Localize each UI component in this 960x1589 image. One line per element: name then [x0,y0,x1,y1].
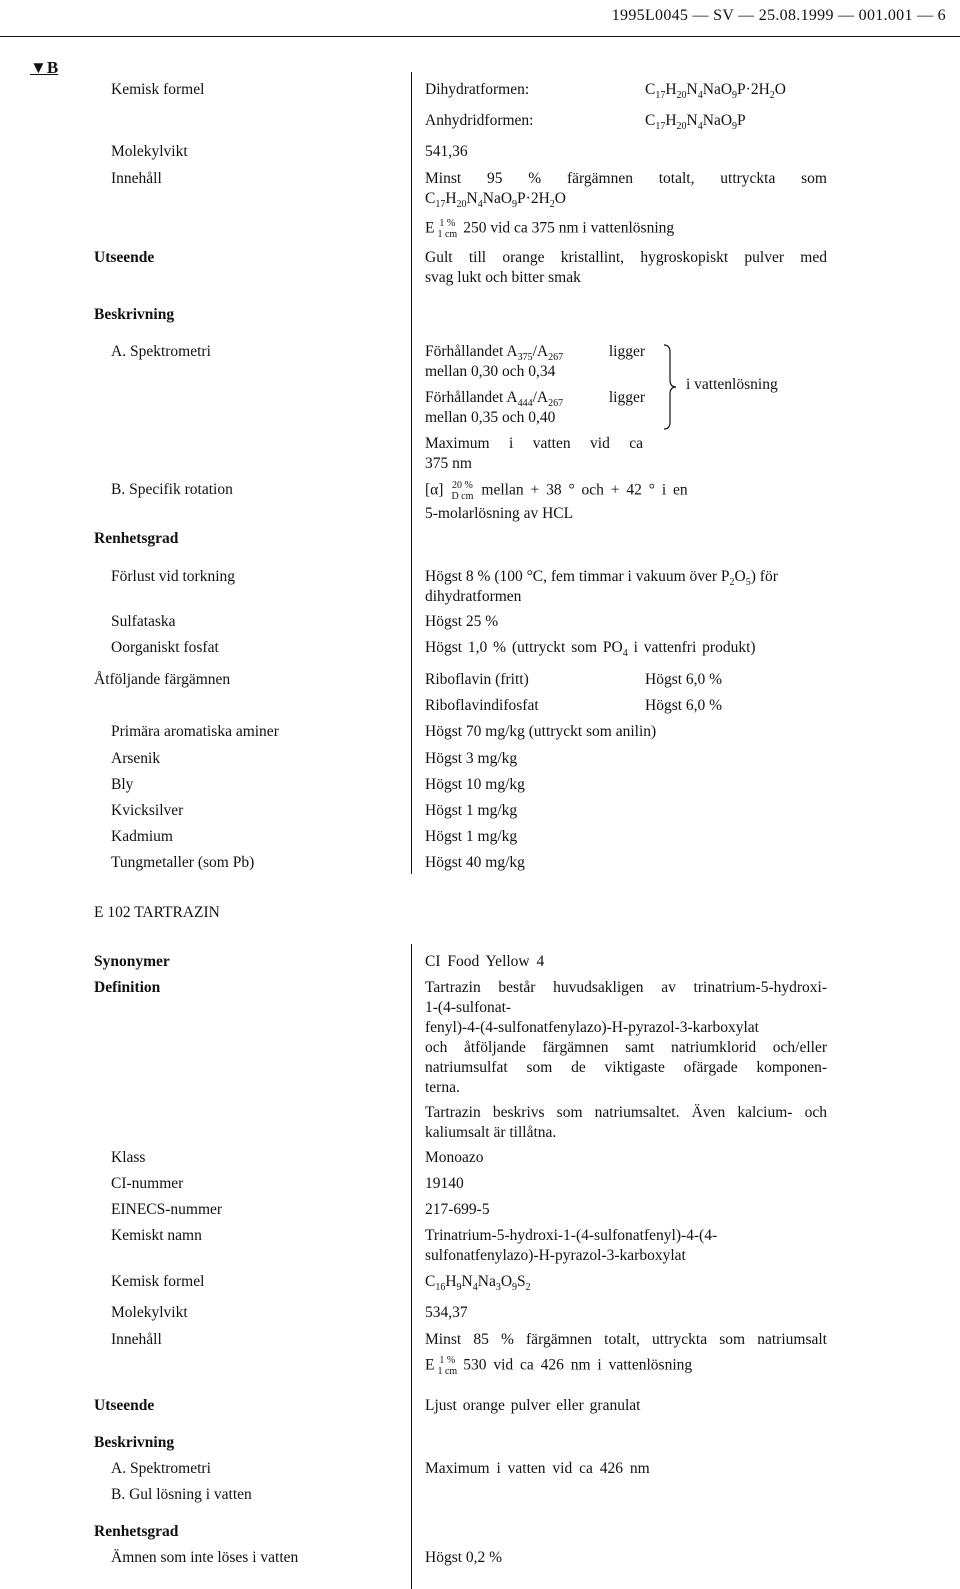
value-spektrometri: Maximum i vatten vid ca 426 nm [425,1460,650,1477]
formula-part: C [645,81,656,98]
value-forlust-line1 [425,567,778,587]
formula-subscript: 4 [472,1282,478,1293]
ratio-444-line2: mellan 0,35 och 0,40 [425,409,556,426]
label-specifik-rotation: B. Specifik rotation [111,481,233,498]
formula-part: C [645,112,656,129]
value-riboflavindifosfat: Högst 6,0 % [645,697,723,714]
section-title: E 102 TARTRAZIN [94,904,220,921]
formula-dihydrat [645,80,786,100]
label-molekylvikt: Molekylvikt [111,1304,188,1321]
formula-part: C [425,1273,436,1290]
value-kvicksilver: Högst 1 mg/kg [425,802,518,819]
maximum-line1: Maximum i vatten vid ca [425,435,643,452]
value-forlust-line2: dihydratformen [425,588,522,605]
forlust-text: Högst 8 % (100 °C, fem timmar i vakuum över P [425,568,730,585]
fosfat-sub: 4 [622,648,628,659]
fraction-bottom: 1 cm [437,1366,458,1377]
formula-part: P·2H [737,81,770,98]
value-molekylvikt: 534,37 [425,1304,468,1321]
formula-subscript: 2 [549,199,555,210]
label-anhydridformen: Anhydridformen: [425,112,534,129]
ratio-375-line1 [425,342,645,362]
value-oorganiskt-fosfat [425,638,756,658]
ratio-444-line1 [425,388,645,408]
formula-part: N [461,1273,473,1290]
formula-part: P [737,112,746,129]
rotation-row [425,480,688,502]
extinction-letter: E [425,219,435,237]
value-utseende-line1: Gult till orange kristallint, hygroskopiskt pulver med [425,249,827,266]
label-klass: Klass [111,1149,146,1166]
ratio-text: /A [532,343,549,360]
extinction-row [425,218,674,240]
value-utseende: Ljust orange pulver eller granulat [425,1397,641,1414]
label-innehall: Innehåll [111,170,162,187]
rotation-line2: 5-molarlösning av HCL [425,505,574,522]
label-einecs: EINECS-nummer [111,1201,223,1218]
ratio-text: /A [532,389,549,406]
formula-subscript: 3 [495,1282,501,1293]
ratio-text: ligger [608,389,645,406]
label-utseende: Utseende [94,249,155,266]
definition-extra-line: kaliumsalt är tillåtna. [425,1124,557,1141]
formula-part: O [554,190,566,207]
formula-subscript: 4 [697,90,703,101]
formula-subscript: 20 [456,199,467,210]
extinction-text: 250 vid ca 375 nm i vattenlösning [463,219,675,237]
label-beskrivning: Beskrivning [94,1434,175,1451]
label-olosliga: Ämnen som inte löses i vatten [111,1549,299,1566]
column-divider [411,72,412,874]
value-ci-nummer: 19140 [425,1175,464,1192]
formula-subscript: 17 [435,199,446,210]
label-kemisk-formel: Kemisk formel [111,1273,205,1290]
label-innehall: Innehåll [111,1331,162,1348]
label-bly: Bly [111,776,134,793]
ratio-sub: 444 [517,398,533,409]
formula-subscript: 9 [512,199,518,210]
formula-subscript: 9 [456,1282,462,1293]
definition-line: Tartrazin består huvudsakligen av trinatrium-5-hydroxi- [425,979,827,996]
value-primara-aminer: Högst 70 mg/kg (uttryckt som anilin) [425,723,657,740]
definition-extra-line: Tartrazin beskrivs som natriumsaltet. Även kalcium- och [425,1104,827,1121]
forlust-text: O [734,568,746,585]
label-dihydratformen: Dihydratformen: [425,81,530,98]
formula-part: H [665,81,677,98]
label-gul-losning: B. Gul lösning i vatten [111,1486,252,1503]
label-oorganiskt-fosfat: Oorganiskt fosfat [111,639,219,656]
extinction-row [425,1355,692,1377]
label-arsenik: Arsenik [111,750,161,767]
maximum-line2: 375 nm [425,455,472,472]
label-riboflavindifosfat: Riboflavindifosfat [425,697,539,714]
formula-part: NaO [702,81,733,98]
label-ci-nummer: CI-nummer [111,1175,184,1192]
ratio-375-line2: mellan 0,30 och 0,34 [425,363,556,380]
amendment-marker[interactable]: ▼B [30,58,59,77]
label-renhetsgrad: Renhetsgrad [94,1523,179,1540]
fraction-bottom: D cm [451,491,474,502]
label-kemisk-formel: Kemisk formel [111,81,205,98]
label-primara-aminer: Primära aromatiska aminer [111,723,279,740]
extinction-text: 530 vid ca 426 nm i vattenlösning [463,1356,693,1374]
label-molekylvikt: Molekylvikt [111,143,188,160]
label-beskrivning: Beskrivning [94,306,175,323]
label-definition: Definition [94,979,161,996]
label-utseende: Utseende [94,1397,155,1414]
value-kadmium: Högst 1 mg/kg [425,828,518,845]
fraction-top: 1 % [439,1355,456,1366]
formula-part: H [445,190,457,207]
formula-part: H [445,1273,457,1290]
value-sulfataska: Högst 25 % [425,613,499,630]
formula-part: C [425,190,436,207]
value-bly: Högst 10 mg/kg [425,776,525,793]
formula-part: P·2H [517,190,550,207]
label-sulfataska: Sulfataska [111,613,176,630]
value-kemiskt-namn-line1: Trinatrium-5-hydroxi-1-(4-sulfonatfenyl)-4-(4- [425,1227,718,1244]
value-klass: Monoazo [425,1149,484,1166]
definition-line: terna. [425,1079,460,1096]
formula-innehall [425,189,566,209]
formula-part: O [774,81,786,98]
value-olosliga: Högst 0,2 % [425,1549,503,1566]
extinction-letter: E [425,1356,435,1374]
rotation-fraction [451,480,473,502]
definition-line: fenyl)-4-(4-sulfonatfenylazo)-H-pyrazol-3-karboxylat [425,1019,759,1036]
fosfat-text: i vattenfri produkt) [633,639,756,656]
value-arsenik: Högst 3 mg/kg [425,750,518,767]
label-riboflavin-fritt: Riboflavin (fritt) [425,671,529,688]
formula-subscript: 20 [676,121,687,132]
fraction-top: 20 % [452,480,473,491]
ratio-sub: 267 [548,398,564,409]
formula-part: H [665,112,677,129]
formula-part: NaO [482,190,513,207]
value-riboflavin-fritt: Högst 6,0 % [645,671,723,688]
label-kvicksilver: Kvicksilver [111,802,184,819]
formula-subscript: 20 [676,90,687,101]
formula-part: NaO [702,112,733,129]
formula-subscript: 9 [732,121,738,132]
formula-subscript: 9 [512,1282,518,1293]
formula-anhydrid [645,111,746,131]
label-spektrometri: A. Spektrometri [111,343,211,360]
label-spektrometri: A. Spektrometri [111,1460,211,1477]
ratio-text: Förhållandet A [425,389,518,406]
label-i-vattenlosning: i vattenlösning [686,376,778,393]
formula-subscript: 2 [769,90,775,101]
header-rule [0,36,960,37]
label-kadmium: Kadmium [111,828,173,845]
label-atfoljande: Åtföljande färgämnen [94,671,231,688]
fosfat-text: Högst 1,0 % (uttryckt som PO [425,639,623,656]
formula-part: S [517,1273,526,1290]
definition-line: 1-(4-sulfonat- [425,999,512,1016]
fraction-bottom: 1 cm [437,229,458,240]
definition-line: natriumsulfat som de viktigaste ofärgade komponen- [425,1059,827,1076]
ratio-text: Förhållandet A [425,343,518,360]
value-einecs: 217-699-5 [425,1201,490,1218]
extinction-fraction [437,218,457,240]
formula-part: O [500,1273,513,1290]
column-divider [411,944,412,1589]
formula-subscript: 2 [525,1282,531,1293]
formula-part: N [686,112,698,129]
ratio-text: ligger [608,343,645,360]
formula-subscript: 17 [655,121,666,132]
formula-subscript: 16 [435,1282,446,1293]
value-innehall: Minst 95 % färgämnen totalt, uttryckta som [425,170,827,187]
value-utseende-line2: svag lukt och bitter smak [425,269,581,286]
value-synonymer: CI Food Yellow 4 [425,953,545,970]
value-innehall: Minst 85 % färgämnen totalt, uttryckta som natriumsalt [425,1331,827,1348]
label-renhetsgrad: Renhetsgrad [94,530,179,547]
rotation-text: mellan + 38 ° och + 42 ° i en [481,481,688,499]
right-brace [663,344,677,430]
formula-tartrazin [425,1272,531,1292]
ratio-sub: 375 [517,352,533,363]
formula-subscript: 9 [732,90,738,101]
value-molekylvikt: 541,36 [425,143,468,160]
forlust-sub: 2 [729,577,735,588]
value-kemiskt-namn-line2: sulfonatfenylazo)-H-pyrazol-3-karboxylat [425,1247,686,1264]
label-forlust: Förlust vid torkning [111,568,236,585]
fraction-top: 1 % [439,218,456,229]
formula-subscript: 4 [477,199,483,210]
formula-part: N [686,81,698,98]
formula-subscript: 4 [697,121,703,132]
forlust-text: ) för [750,568,778,585]
label-synonymer: Synonymer [94,953,170,970]
document-reference: 1995L0045 — SV — 25.08.1999 — 001.001 — 6 [611,7,946,24]
value-tungmetaller: Högst 40 mg/kg [425,854,525,871]
formula-part: N [466,190,478,207]
formula-subscript: 17 [655,90,666,101]
definition-line: och åtföljande färgämnen samt natriumklorid och/eller [425,1039,827,1056]
label-kemiskt-namn: Kemiskt namn [111,1227,202,1244]
ratio-sub: 267 [548,352,564,363]
forlust-sub: 5 [745,577,751,588]
alpha-symbol: [α] [425,481,444,499]
formula-part: Na [477,1273,496,1290]
label-tungmetaller: Tungmetaller (som Pb) [111,854,255,871]
extinction-fraction [437,1355,457,1377]
